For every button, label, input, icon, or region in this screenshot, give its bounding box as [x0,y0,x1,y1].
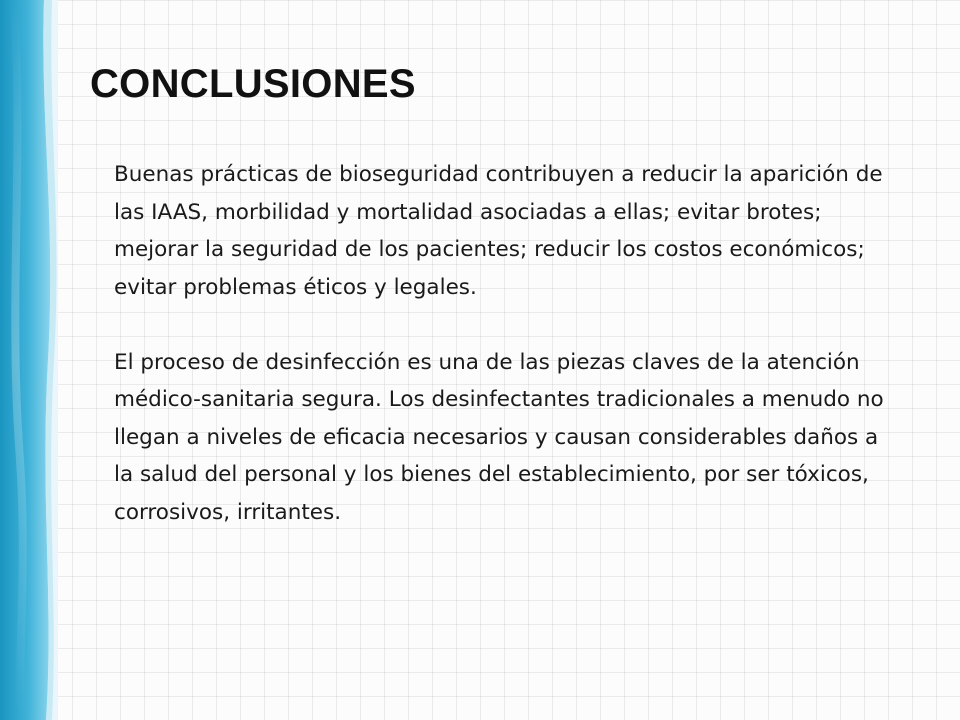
paragraph-desinfeccion: El proceso de desinfección es una de las piezas claves de la atención médico-sanitaria segura. Los desinfectantes tradicionales a menudo no llegan a niveles de eficacia necesarios y causan considerables daños a la salud del personal y los bienes del establecimiento, por ser tóxicos, corrosivos, irritantes. [114,349,884,525]
slide-body [114,156,884,531]
slide-title: CONCLUSIONES [90,62,416,106]
paragraph-bioseguridad: Buenas prácticas de bioseguridad contribuyen a reducir la aparición de las IAAS, morbilidad y mortalidad asociadas a ellas; evitar brotes; mejorar la seguridad de los pacientes; reducir los costos económicos; evitar problemas éticos y legales. [114,162,883,300]
wave-decoration-graphic [0,0,58,720]
left-decorative-band [0,0,58,720]
